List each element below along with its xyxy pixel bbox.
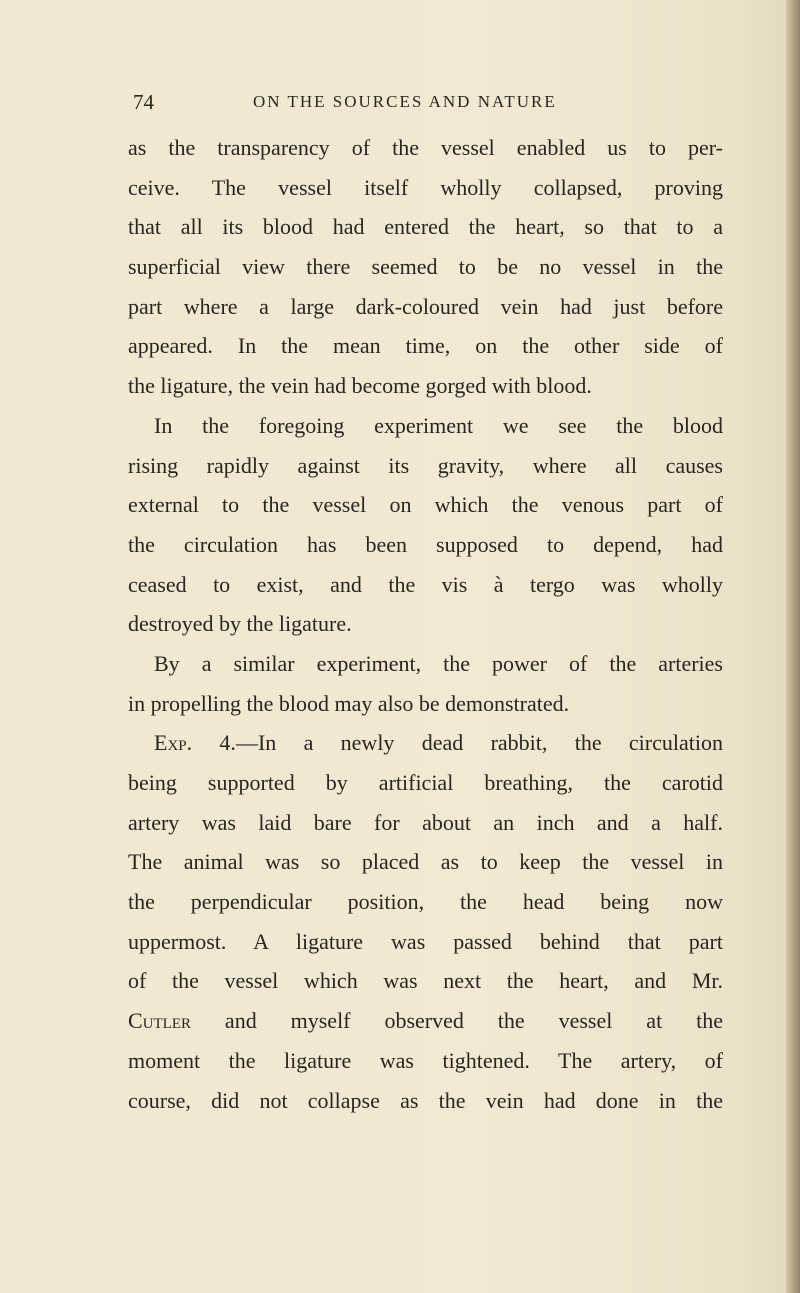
text-line: ceive. The vessel itself wholly collapsed, proving [128,174,723,200]
text-line: destroyed by the ligature. [128,611,352,637]
text-line: the ligature, the vein had become gorged with blood. [128,373,592,399]
text-line [128,723,723,763]
text-line: rising rapidly against its gravity, where all causes [128,452,723,478]
text-line: uppermost. A ligature was passed behind that part [128,928,723,954]
person-name: Cutler [128,1008,191,1034]
text-line: being supported by artificial breathing, the carotid [128,770,723,795]
text-fragment: and myself observed the vessel at the [191,1008,723,1034]
text-line [128,1001,723,1041]
text-line: as the transparency of the vessel enabled us to per- [128,135,723,160]
running-head: ON THE SOURCES AND NATURE [253,92,557,111]
text-line: artery was laid bare for about an inch and a half. [128,809,723,835]
text-line: ceased to exist, and the vis à tergo was wholly [128,571,723,597]
text-line: superficial view there seemed to be no vessel in the [128,254,723,280]
text-line: moment the ligature was tightened. The artery, of [128,1047,723,1073]
body-text [128,128,723,1120]
page-edge-shadow [786,0,800,1293]
text-line: in propelling the blood may also be demonstrated. [128,690,570,716]
text-line: the circulation has been supposed to depend, had [128,531,723,557]
text-line: that all its blood had entered the heart, so that to a [128,214,723,240]
text-fragment: —In a newly dead rabbit, the circulation [235,730,723,756]
text-line: In the foregoing experiment we see the blood [154,412,723,438]
text-line: of the vessel which was next the heart, and Mr. [128,968,723,994]
text-line: the perpendicular position, the head being now [128,889,723,915]
text-line: The animal was so placed as to keep the vessel in [128,849,723,875]
text-line: By a similar experiment, the power of the arteries [154,650,723,676]
page-number: 74 [133,90,154,114]
text-line: part where a large dark-coloured vein had just before [128,293,723,319]
text-line: course, did not collapse as the vein had done in the [128,1087,723,1113]
experiment-label: Exp. 4. [154,730,236,756]
text-line: external to the vessel on which the venous part of [128,492,723,518]
text-line: appeared. In the mean time, on the other side of [128,333,723,359]
page-header [133,90,723,120]
